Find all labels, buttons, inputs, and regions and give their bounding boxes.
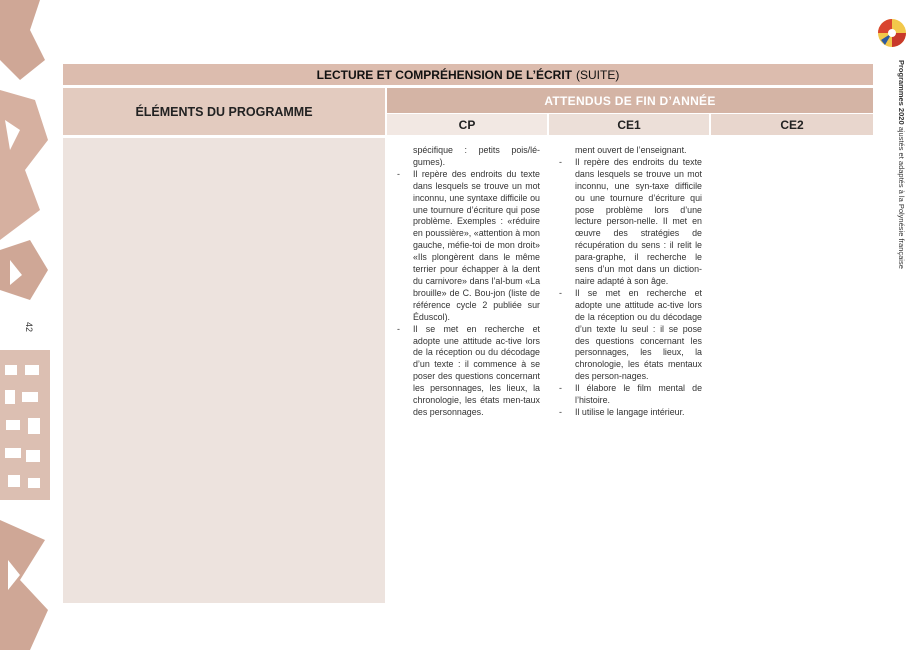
table-title-suffix: (SUITE) [576,67,620,82]
page-number: 42 [24,321,35,333]
column-header-ce1: CE1 [549,114,709,135]
program-elements-cell [63,138,385,603]
side-caption [892,60,906,280]
ce1-item: - Il repère des endroits du texte dans lesquels se trouve un mot inconnu, une syn-taxe difficile ou une tournure d’écriture qui pose problème lors d’une lecture person-nelle. Il met en œuvre des stratégies de récupération du sens : il relit le para-graphe, il recherche le sens d’un mot dans un diction-naire adapté à son âge. [557,157,702,288]
cp-column-text [395,145,540,419]
ce1-item: - Il utilise le langage intérieur. [557,407,702,419]
side-caption-rest: ajustés et adaptés à la Polynésie française [897,124,906,269]
table-title-bar [63,64,873,85]
column-header-ce2: CE2 [711,114,873,135]
ce1-continuation: ment ouvert de l’enseignant. [575,145,687,155]
polynesia-emblem-logo [877,18,907,48]
cp-item: - Il se met en recherche et adopte une attitude ac-tive lors de la réception ou du décodage d’un texte : il commence à se poser des questions concernant les personnages, les lieux, la chronologie, les états men-taux des personnages. [395,324,540,419]
attendus-header: ATTENDUS DE FIN D’ANNÉE [387,88,873,113]
ce1-item: - Il se met en recherche et adopte une attitude ac-tive lors de la réception ou du décodage d’un texte lu seul : il se pose des questions concernant les personnages, les lieux, la chronologie, les états mentaux des person-nages. [557,288,702,383]
column-header-cp: CP [387,114,547,135]
table-title: LECTURE ET COMPRÉHENSION DE L’ÉCRIT [316,67,572,82]
program-elements-header: ÉLÉMENTS DU PROGRAMME [63,88,385,135]
cp-continuation: spécifique : petits pois/lé-gumes). [413,145,540,167]
side-caption-bold: Programmes 2020 [897,60,906,125]
cp-item: - Il repère des endroits du texte dans lesquels se trouve un mot inconnu, une syntaxe difficile ou une tournure d’écriture qui pose problème. Exemples : «réduire en poussière», «attention à mon gauche, méfie-toi de mon droit» «Ils plongèrent dans le même terrier pour échapper à la dent du carnivore» dans l’al-bum «La brouille» de C. Bou-jon (liste de référence cycle 2 publiée sur Éduscol). [395,169,540,324]
ce1-column-text [557,145,702,419]
ce1-item: - Il élabore le film mental de l’histoire. [557,383,702,407]
